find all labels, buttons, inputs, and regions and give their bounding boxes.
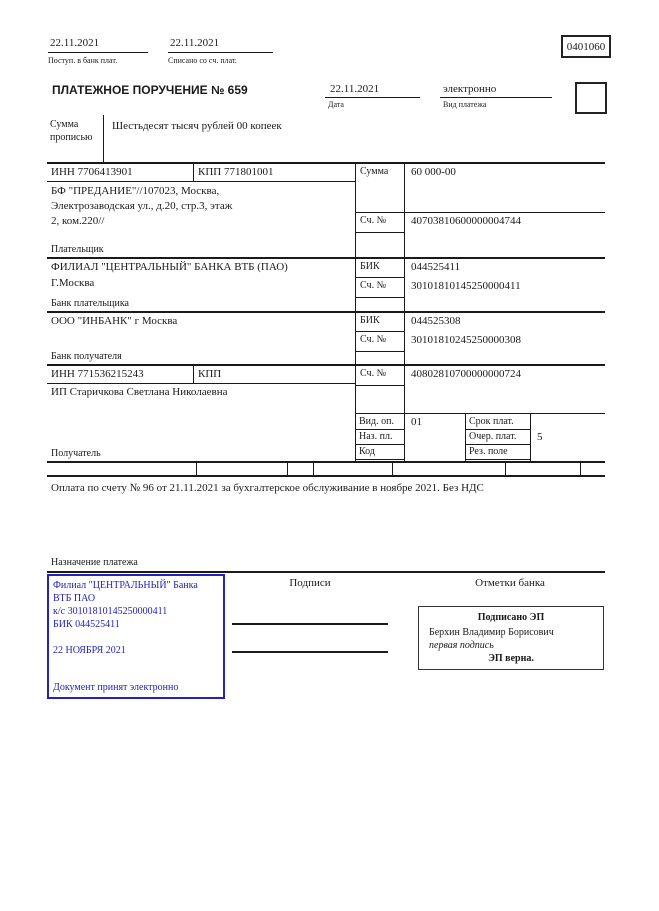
form-rule-line (505, 462, 506, 476)
form-code: 0401060 (566, 40, 606, 53)
form-rule-line (392, 462, 393, 476)
form-rule-line (355, 297, 404, 298)
date-label: Дата (328, 100, 344, 109)
stamp-bik: БИК 044525411 (53, 619, 120, 630)
stamp-bank-name-line: Филиал "ЦЕНТРАЛЬНЫЙ" Банка (53, 580, 198, 591)
form-rule-line (47, 383, 355, 384)
form-rule-line (47, 257, 605, 259)
payment-kind-label: Вид платежа (443, 100, 487, 109)
payer-name-line: 2, ком.220// (51, 215, 105, 227)
form-rule-line (193, 365, 194, 383)
payee-inn: ИНН 771536215243 (51, 368, 144, 380)
bank-acceptance-stamp (47, 574, 225, 699)
payee-bank-account-label: Сч. № (360, 334, 387, 345)
form-rule-line (355, 413, 605, 414)
amount-words-label-1: Сумма (50, 119, 79, 130)
payee-bank-account-value: 30101810245250000308 (411, 334, 521, 346)
form-rule-line (580, 462, 581, 476)
bank-marks-label: Отметки банка (475, 577, 545, 589)
stamp-corr-account: к/с 30101810145250000411 (53, 606, 168, 617)
form-rule-line (232, 623, 388, 625)
pay-name-label: Наз. пл. (359, 431, 393, 442)
form-rule-line (47, 311, 605, 313)
code-label: Код (359, 446, 375, 457)
esignature-box (418, 606, 604, 670)
due-date-label: Срок плат. (469, 416, 514, 427)
form-rule-line (47, 571, 605, 573)
payee-bank-bik-value: 044525308 (411, 315, 461, 327)
form-rule-line (530, 413, 531, 462)
payment-purpose-text: Оплата по счету № 96 от 21.11.2021 за бухгалтерское обслуживание в ноябре 2021. Без НДС (51, 482, 484, 494)
amount-words-label-2: прописью (50, 132, 93, 143)
form-rule-line (313, 462, 314, 476)
status-checkbox (575, 82, 607, 114)
form-rule-line (465, 413, 466, 462)
reserve-field-label: Рез. поле (469, 446, 508, 457)
payer-bank-account-label: Сч. № (360, 280, 387, 291)
payee-account-value: 40802810700000000724 (411, 368, 521, 380)
stamp-date: 22 НОЯБРЯ 2021 (53, 645, 126, 656)
payment-kind-value: электронно (443, 83, 497, 95)
payment-purpose-label: Назначение платежа (51, 557, 138, 568)
form-rule-line (325, 97, 420, 98)
form-rule-line (196, 462, 197, 476)
form-rule-line (355, 351, 404, 352)
form-rule-line (355, 444, 404, 445)
priority-value: 5 (537, 431, 543, 443)
payer-bank-account-value: 30101810145250000411 (411, 280, 521, 292)
form-rule-line (193, 163, 194, 181)
payer-account-value: 40703810600000004744 (411, 215, 521, 227)
signatures-label: Подписи (289, 577, 331, 589)
form-rule-line (47, 181, 355, 182)
payee-bank-label: Банк получателя (51, 351, 122, 362)
payer-bank-label: Банк плательщика (51, 298, 129, 309)
form-rule-line (47, 364, 605, 366)
debited-from-account-date: 22.11.2021 (170, 37, 220, 49)
payee-label: Получатель (51, 448, 101, 459)
payer-account-label: Сч. № (360, 215, 387, 226)
payee-kpp: КПП (198, 368, 222, 380)
payer-name-line: БФ "ПРЕДАНИЕ"//107023, Москва, (51, 185, 220, 197)
form-rule-line (465, 429, 530, 430)
op-type-value: 01 (411, 416, 422, 428)
form-code-box (561, 35, 611, 58)
form-rule-line (168, 52, 273, 53)
esign-verified: ЭП верна. (488, 653, 534, 664)
document-date: 22.11.2021 (330, 83, 380, 95)
payer-inn: ИНН 7706413901 (51, 166, 133, 178)
form-rule-line (47, 475, 605, 477)
form-rule-line (355, 459, 404, 460)
form-rule-line (355, 277, 404, 278)
form-rule-line (232, 651, 388, 653)
payee-bank-bik-label: БИК (360, 315, 380, 326)
amount-words-value: Шестьдесят тысяч рублей 00 копеек (112, 120, 282, 132)
form-rule-line (465, 459, 530, 460)
payee-name: ИП Старичкова Светлана Николаевна (51, 386, 228, 398)
esign-title: Подписано ЭП (477, 612, 545, 623)
form-rule-line (355, 232, 404, 233)
form-rule-line (47, 162, 605, 164)
payee-account-label: Сч. № (360, 368, 387, 379)
esign-signer-name: Берхин Владимир Борисович (429, 627, 554, 638)
payer-bank-name-line: Г.Москва (51, 277, 95, 289)
priority-label: Очер. плат. (469, 431, 517, 442)
payer-bank-name-line: ФИЛИАЛ "ЦЕНТРАЛЬНЫЙ" БАНКА ВТБ (ПАО) (51, 261, 288, 273)
form-rule-line (48, 52, 148, 53)
payer-name-line: Электрозаводская ул., д.20, стр.3, этаж (51, 200, 233, 212)
payee-bank-name: ООО "ИНБАНК" г Москва (51, 315, 178, 327)
received-in-bank-date: 22.11.2021 (50, 37, 100, 49)
form-rule-line (47, 461, 605, 463)
received-in-bank-label: Поступ. в банк плат. (48, 56, 118, 65)
form-rule-line (355, 429, 404, 430)
form-rule-line (103, 115, 104, 163)
form-rule-line (355, 385, 404, 386)
payer-bank-bik-value: 044525411 (411, 261, 461, 273)
payer-bank-bik-label: БИК (360, 261, 380, 272)
form-rule-line (440, 97, 552, 98)
esign-signature-kind: первая подпись (429, 640, 494, 651)
debited-from-account-label: Списано со сч. плат. (168, 56, 237, 65)
form-rule-line (287, 462, 288, 476)
document-title: ПЛАТЕЖНОЕ ПОРУЧЕНИЕ № 659 (52, 83, 248, 97)
form-rule-line (355, 331, 404, 332)
sum-value: 60 000-00 (411, 166, 456, 178)
payer-kpp: КПП 771801001 (198, 166, 274, 178)
stamp-accepted-note: Документ принят электронно (53, 682, 179, 693)
form-rule-line (465, 444, 530, 445)
op-type-label: Вид. оп. (359, 416, 394, 427)
stamp-bank-name-line: ВТБ ПАО (53, 593, 96, 604)
payer-label: Плательщик (51, 244, 104, 255)
sum-label: Сумма (360, 166, 389, 177)
form-rule-line (355, 212, 605, 213)
